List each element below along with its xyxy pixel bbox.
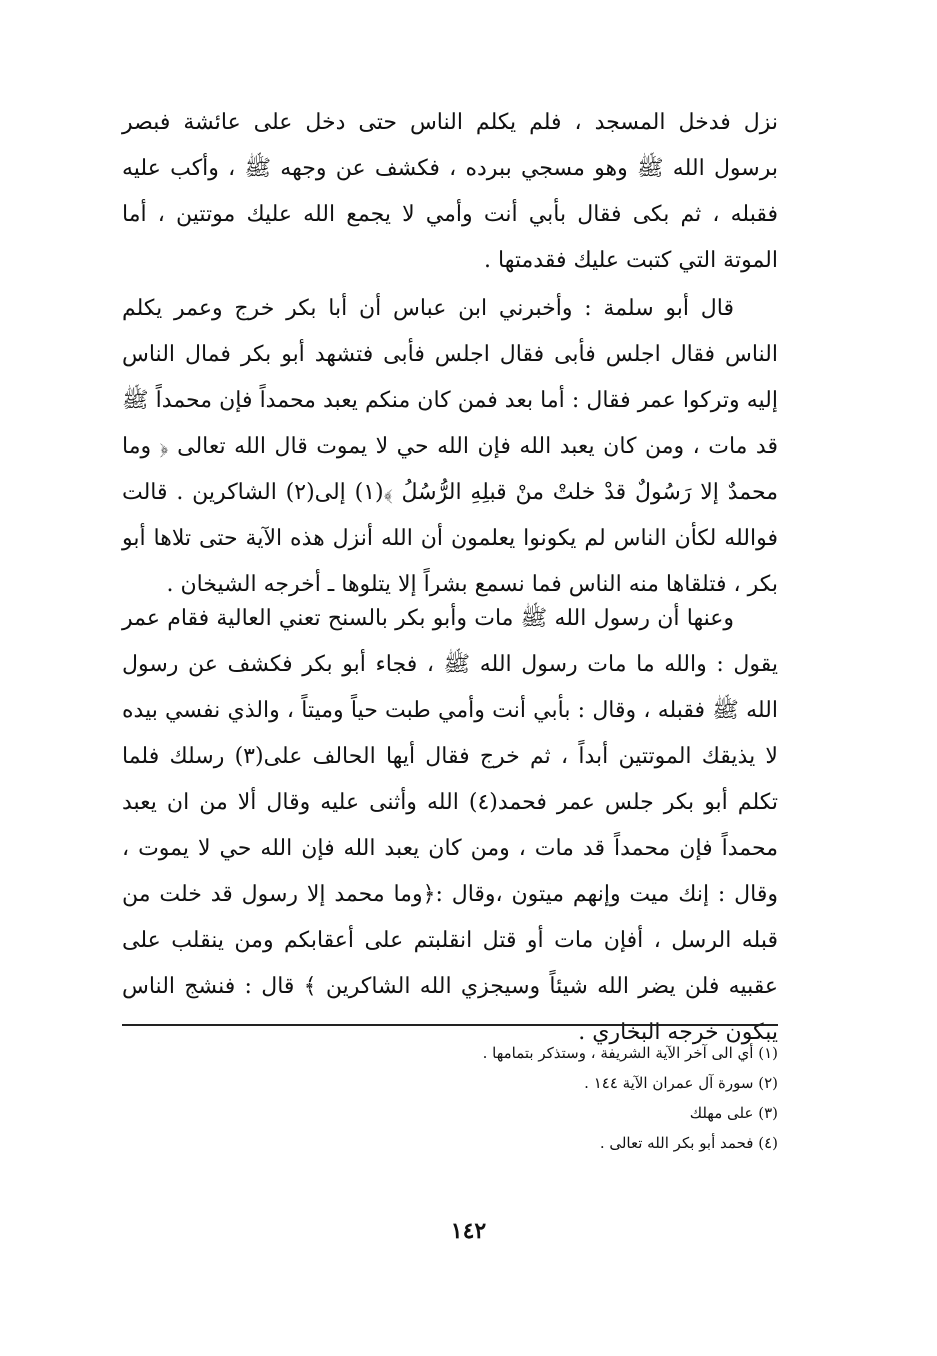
paragraph-2-text: قال أبو سلمة : وأخبرني ابن عباس أن أبا بكر خرج وعمر يكلم الناس فقال اجلس فأبى فقال اجلس فأبى فتشهد أبو بكر فمال الناس إليه وتركوا عمر فقال : أما بعد فمن كان منكم يعبد محمداً فإن محمداً ﷺ قد مات ، ومن كان يعبد الله فإن الله حي لا يموت قال الله تعالى ﴿ وما محمدٌ إلا رَسُولٌ قدْ خلتْ منْ قبلِهِ الرُّسُلُ ﴾(١) إلى(٢) الشاكرين . قالت فوالله لكأن الناس لم يكونوا يعلمون أن الله أنزل هذه الآية حتى تلاها أبو بكر ، فتلقاها منه الناس فما نسمع بشراً إلا يتلوها ـ أخرجه الشيخان . <box>122 296 778 597</box>
footnote-1: (١) أي الى آخر الآية الشريفة ، وستذكر بتمامها . <box>482 1044 778 1062</box>
paragraph-2 <box>122 286 778 608</box>
footnote-3: (٣) على مهلك <box>689 1104 778 1122</box>
paragraph-1 <box>122 100 778 284</box>
paragraph-3-text: وعنها أن رسول الله ﷺ مات وأبو بكر بالسنح تعني العالية فقام عمر يقول : والله ما مات رسول الله ﷺ ، فجاء أبو بكر فكشف عن رسول الله ﷺ فقبله ، وقال : بأبي أنت وأمي طبت حياً وميتاً ، والذي نفسي بيده لا يذيقك الموتتين أبداً ، ثم خرج فقال أيها الحالف على(٣) رسلك فلما تكلم أبو بكر جلس عمر فحمد(٤) الله وأثنى عليه وقال ألا من ان يعبد محمداً فإن محمداً قد مات ، ومن كان يعبد الله فإن الله حي لا يموت ، وقال : إنك ميت وإنهم ميتون ،وقال :﴿وما محمد إلا رسول قد خلت من قبله الرسل ، أفإن مات أو قتل انقلبتم على أعقابكم ومن ينقلب على عقبيه فلن يضر الله شيئاً وسيجزي الله الشاكرين ﴾ قال : فنشج الناس يبكون خرجه البخاري . <box>122 606 778 1045</box>
paragraph-3 <box>122 596 778 1056</box>
footnotes <box>122 1038 778 1158</box>
paragraph-1-text: نزل فدخل المسجد ، فلم يكلم الناس حتى دخل على عائشة فبصر برسول الله ﷺ وهو مسجي ببرده ، فكشف عن وجهه ﷺ ، وأكب عليه فقبله ، ثم بكى فقال بأبي أنت وأمي لا يجمع الله عليك موتتين ، أما الموتة التي كتبت عليك فقدمتها . <box>122 110 778 273</box>
footnote-2: (٢) سورة آل عمران الآية ١٤٤ . <box>584 1074 778 1092</box>
page-number: ١٤٢ <box>450 1218 487 1244</box>
footnote-divider <box>122 1024 778 1026</box>
footnote-4: (٤) فحمد أبو بكر الله تعالى . <box>599 1134 778 1152</box>
